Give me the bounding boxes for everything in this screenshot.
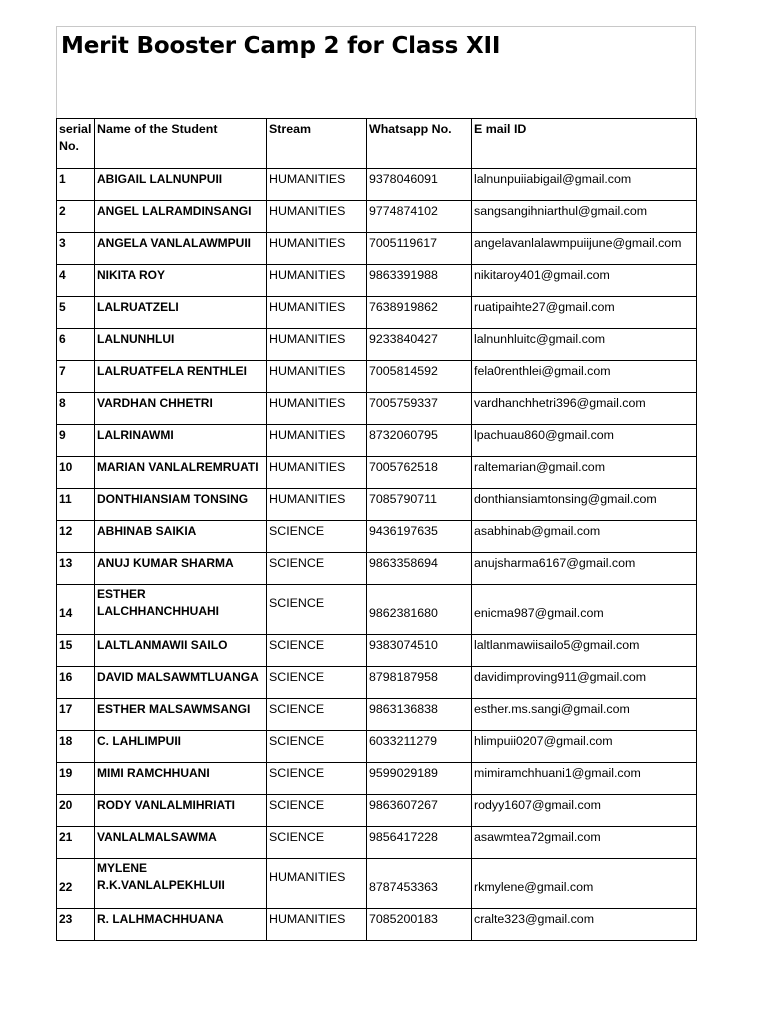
student-name-cell[interactable]: ABHINAB SAIKIA bbox=[95, 521, 267, 553]
table-row bbox=[57, 731, 697, 763]
header-name[interactable]: Name of the Student bbox=[95, 119, 267, 169]
student-name-cell[interactable]: LALRUATZELI bbox=[95, 297, 267, 329]
stream-cell[interactable]: HUMANITIES bbox=[267, 393, 367, 425]
stream-cell[interactable]: SCIENCE bbox=[267, 827, 367, 859]
serial-cell[interactable]: 16 bbox=[57, 667, 95, 699]
serial-cell[interactable]: 22 bbox=[57, 859, 95, 909]
student-name-cell[interactable]: LALTLANMAWII SAILO bbox=[95, 635, 267, 667]
student-name-cell[interactable]: R. LALHMACHHUANA bbox=[95, 909, 267, 941]
header-row bbox=[57, 119, 697, 169]
student-name-cell[interactable]: ESTHER MALSAWMSANGI bbox=[95, 699, 267, 731]
table-row bbox=[57, 827, 697, 859]
whatsapp-cell[interactable]: 7005759337 bbox=[367, 393, 472, 425]
email-cell[interactable]: asabhinab@gmail.com bbox=[472, 521, 697, 553]
student-table bbox=[56, 118, 697, 941]
email-cell[interactable]: ruatipaihte27@gmail.com bbox=[472, 297, 697, 329]
table-row bbox=[57, 859, 697, 909]
stream-cell[interactable]: HUMANITIES bbox=[267, 297, 367, 329]
student-name-cell[interactable]: ESTHER LALCHHANCHHUAHI bbox=[95, 585, 267, 635]
whatsapp-cell[interactable]: 8787453363 bbox=[367, 859, 472, 909]
stream-cell[interactable]: SCIENCE bbox=[267, 699, 367, 731]
student-name-cell[interactable]: DAVID MALSAWMTLUANGA bbox=[95, 667, 267, 699]
table-row bbox=[57, 699, 697, 731]
table-row bbox=[57, 361, 697, 393]
whatsapp-cell[interactable]: 9774874102 bbox=[367, 201, 472, 233]
email-cell[interactable]: asawmtea72gmail.com bbox=[472, 827, 697, 859]
student-name-cell[interactable]: ANGEL LALRAMDINSANGI bbox=[95, 201, 267, 233]
stream-cell[interactable]: HUMANITIES bbox=[267, 265, 367, 297]
email-cell[interactable]: rodyy1607@gmail.com bbox=[472, 795, 697, 827]
email-cell[interactable]: anujsharma6167@gmail.com bbox=[472, 553, 697, 585]
stream-cell[interactable]: SCIENCE bbox=[267, 763, 367, 795]
header-serial[interactable]: serial No. bbox=[57, 119, 95, 169]
serial-cell[interactable]: 13 bbox=[57, 553, 95, 585]
whatsapp-cell[interactable]: 9378046091 bbox=[367, 169, 472, 201]
student-name-cell[interactable]: LALNUNHLUI bbox=[95, 329, 267, 361]
email-cell[interactable]: fela0renthlei@gmail.com bbox=[472, 361, 697, 393]
serial-cell[interactable]: 8 bbox=[57, 393, 95, 425]
table-row bbox=[57, 667, 697, 699]
table-body bbox=[57, 169, 697, 941]
email-cell[interactable]: rkmylene@gmail.com bbox=[472, 859, 697, 909]
email-cell[interactable]: lalnunhluitc@gmail.com bbox=[472, 329, 697, 361]
whatsapp-cell[interactable]: 9856417228 bbox=[367, 827, 472, 859]
serial-cell[interactable]: 2 bbox=[57, 201, 95, 233]
serial-cell[interactable]: 7 bbox=[57, 361, 95, 393]
serial-cell[interactable]: 20 bbox=[57, 795, 95, 827]
serial-cell[interactable]: 18 bbox=[57, 731, 95, 763]
email-cell[interactable]: lpachuau860@gmail.com bbox=[472, 425, 697, 457]
table-row bbox=[57, 329, 697, 361]
serial-cell[interactable]: 5 bbox=[57, 297, 95, 329]
serial-cell[interactable]: 12 bbox=[57, 521, 95, 553]
table-row bbox=[57, 297, 697, 329]
table-row bbox=[57, 457, 697, 489]
table-row bbox=[57, 521, 697, 553]
student-name-cell[interactable]: C. LAHLIMPUII bbox=[95, 731, 267, 763]
spreadsheet-sheet bbox=[56, 26, 696, 941]
whatsapp-cell[interactable]: 9863391988 bbox=[367, 265, 472, 297]
email-cell[interactable]: davidimproving911@gmail.com bbox=[472, 667, 697, 699]
stream-cell[interactable]: SCIENCE bbox=[267, 667, 367, 699]
whatsapp-cell[interactable]: 8798187958 bbox=[367, 667, 472, 699]
serial-cell[interactable]: 9 bbox=[57, 425, 95, 457]
stream-cell[interactable]: SCIENCE bbox=[267, 795, 367, 827]
student-name-cell[interactable]: ABIGAIL LALNUNPUII bbox=[95, 169, 267, 201]
header-stream[interactable]: Stream bbox=[267, 119, 367, 169]
stream-cell[interactable]: HUMANITIES bbox=[267, 859, 367, 909]
whatsapp-cell[interactable]: 7085200183 bbox=[367, 909, 472, 941]
whatsapp-cell[interactable]: 9599029189 bbox=[367, 763, 472, 795]
serial-cell[interactable]: 1 bbox=[57, 169, 95, 201]
whatsapp-cell[interactable]: 7085790711 bbox=[367, 489, 472, 521]
header-whatsapp[interactable]: Whatsapp No. bbox=[367, 119, 472, 169]
serial-cell[interactable]: 17 bbox=[57, 699, 95, 731]
stream-cell[interactable]: HUMANITIES bbox=[267, 233, 367, 265]
email-cell[interactable]: laltlanmawiisailo5@gmail.com bbox=[472, 635, 697, 667]
whatsapp-cell[interactable]: 7005814592 bbox=[367, 361, 472, 393]
stream-cell[interactable]: HUMANITIES bbox=[267, 169, 367, 201]
table-row bbox=[57, 393, 697, 425]
email-cell[interactable]: nikitaroy401@gmail.com bbox=[472, 265, 697, 297]
stream-cell[interactable]: HUMANITIES bbox=[267, 361, 367, 393]
stream-cell[interactable]: HUMANITIES bbox=[267, 909, 367, 941]
email-cell[interactable]: enicma987@gmail.com bbox=[472, 585, 697, 635]
whatsapp-cell[interactable]: 9863136838 bbox=[367, 699, 472, 731]
student-name-cell[interactable]: RODY VANLALMIHRIATI bbox=[95, 795, 267, 827]
whatsapp-cell[interactable]: 9233840427 bbox=[367, 329, 472, 361]
stream-cell[interactable]: HUMANITIES bbox=[267, 425, 367, 457]
student-name-cell[interactable]: VARDHAN CHHETRI bbox=[95, 393, 267, 425]
serial-cell[interactable]: 10 bbox=[57, 457, 95, 489]
student-name-cell[interactable]: LALRINAWMI bbox=[95, 425, 267, 457]
email-cell[interactable]: cralte323@gmail.com bbox=[472, 909, 697, 941]
email-cell[interactable]: raltemarian@gmail.com bbox=[472, 457, 697, 489]
table-row bbox=[57, 635, 697, 667]
stream-cell[interactable]: HUMANITIES bbox=[267, 457, 367, 489]
email-cell[interactable]: donthiansiamtonsing@gmail.com bbox=[472, 489, 697, 521]
email-cell[interactable]: esther.ms.sangi@gmail.com bbox=[472, 699, 697, 731]
whatsapp-cell[interactable]: 7005762518 bbox=[367, 457, 472, 489]
whatsapp-cell[interactable]: 7005119617 bbox=[367, 233, 472, 265]
serial-cell[interactable]: 19 bbox=[57, 763, 95, 795]
table-row bbox=[57, 425, 697, 457]
email-cell[interactable]: sangsangihniarthul@gmail.com bbox=[472, 201, 697, 233]
stream-cell[interactable]: SCIENCE bbox=[267, 585, 367, 635]
title-cell[interactable] bbox=[56, 26, 696, 118]
table-row bbox=[57, 233, 697, 265]
stream-cell[interactable]: SCIENCE bbox=[267, 521, 367, 553]
student-name-cell[interactable]: ANGELA VANLALAWMPUII bbox=[95, 233, 267, 265]
serial-cell[interactable]: 23 bbox=[57, 909, 95, 941]
student-name-cell[interactable]: ANUJ KUMAR SHARMA bbox=[95, 553, 267, 585]
whatsapp-cell[interactable]: 6033211279 bbox=[367, 731, 472, 763]
student-name-cell[interactable]: MYLENE R.K.VANLALPEKHLUII bbox=[95, 859, 267, 909]
student-name-cell[interactable]: MARIAN VANLALREMRUATI bbox=[95, 457, 267, 489]
email-cell[interactable]: vardhanchhetri396@gmail.com bbox=[472, 393, 697, 425]
table-row bbox=[57, 201, 697, 233]
serial-cell[interactable]: 3 bbox=[57, 233, 95, 265]
stream-cell[interactable]: SCIENCE bbox=[267, 731, 367, 763]
table-row bbox=[57, 169, 697, 201]
stream-cell[interactable]: HUMANITIES bbox=[267, 329, 367, 361]
table-row bbox=[57, 909, 697, 941]
whatsapp-cell[interactable]: 9862381680 bbox=[367, 585, 472, 635]
serial-cell[interactable]: 14 bbox=[57, 585, 95, 635]
stream-cell[interactable]: HUMANITIES bbox=[267, 201, 367, 233]
table-row bbox=[57, 763, 697, 795]
table-row bbox=[57, 553, 697, 585]
table-row bbox=[57, 585, 697, 635]
stream-cell[interactable]: HUMANITIES bbox=[267, 489, 367, 521]
stream-cell[interactable]: SCIENCE bbox=[267, 635, 367, 667]
whatsapp-cell[interactable]: 9383074510 bbox=[367, 635, 472, 667]
student-name-cell[interactable]: LALRUATFELA RENTHLEI bbox=[95, 361, 267, 393]
email-cell[interactable]: hlimpuii0207@gmail.com bbox=[472, 731, 697, 763]
table-row bbox=[57, 795, 697, 827]
student-name-cell[interactable]: VANLALMALSAWMA bbox=[95, 827, 267, 859]
whatsapp-cell[interactable]: 8732060795 bbox=[367, 425, 472, 457]
student-name-cell[interactable]: NIKITA ROY bbox=[95, 265, 267, 297]
stream-cell[interactable]: SCIENCE bbox=[267, 553, 367, 585]
serial-cell[interactable]: 21 bbox=[57, 827, 95, 859]
student-name-cell[interactable]: MIMI RAMCHHUANI bbox=[95, 763, 267, 795]
email-cell[interactable]: angelavanlalawmpuiijune@gmail.com bbox=[472, 233, 697, 265]
serial-cell[interactable]: 11 bbox=[57, 489, 95, 521]
header-email[interactable]: E mail ID bbox=[472, 119, 697, 169]
whatsapp-cell[interactable]: 9436197635 bbox=[367, 521, 472, 553]
whatsapp-cell[interactable]: 7638919862 bbox=[367, 297, 472, 329]
page-title: Merit Booster Camp 2 for Class XII bbox=[61, 33, 501, 59]
email-cell[interactable]: mimiramchhuani1@gmail.com bbox=[472, 763, 697, 795]
whatsapp-cell[interactable]: 9863358694 bbox=[367, 553, 472, 585]
whatsapp-cell[interactable]: 9863607267 bbox=[367, 795, 472, 827]
table-row bbox=[57, 265, 697, 297]
student-name-cell[interactable]: DONTHIANSIAM TONSING bbox=[95, 489, 267, 521]
serial-cell[interactable]: 4 bbox=[57, 265, 95, 297]
email-cell[interactable]: lalnunpuiiabigail@gmail.com bbox=[472, 169, 697, 201]
serial-cell[interactable]: 6 bbox=[57, 329, 95, 361]
table-row bbox=[57, 489, 697, 521]
serial-cell[interactable]: 15 bbox=[57, 635, 95, 667]
